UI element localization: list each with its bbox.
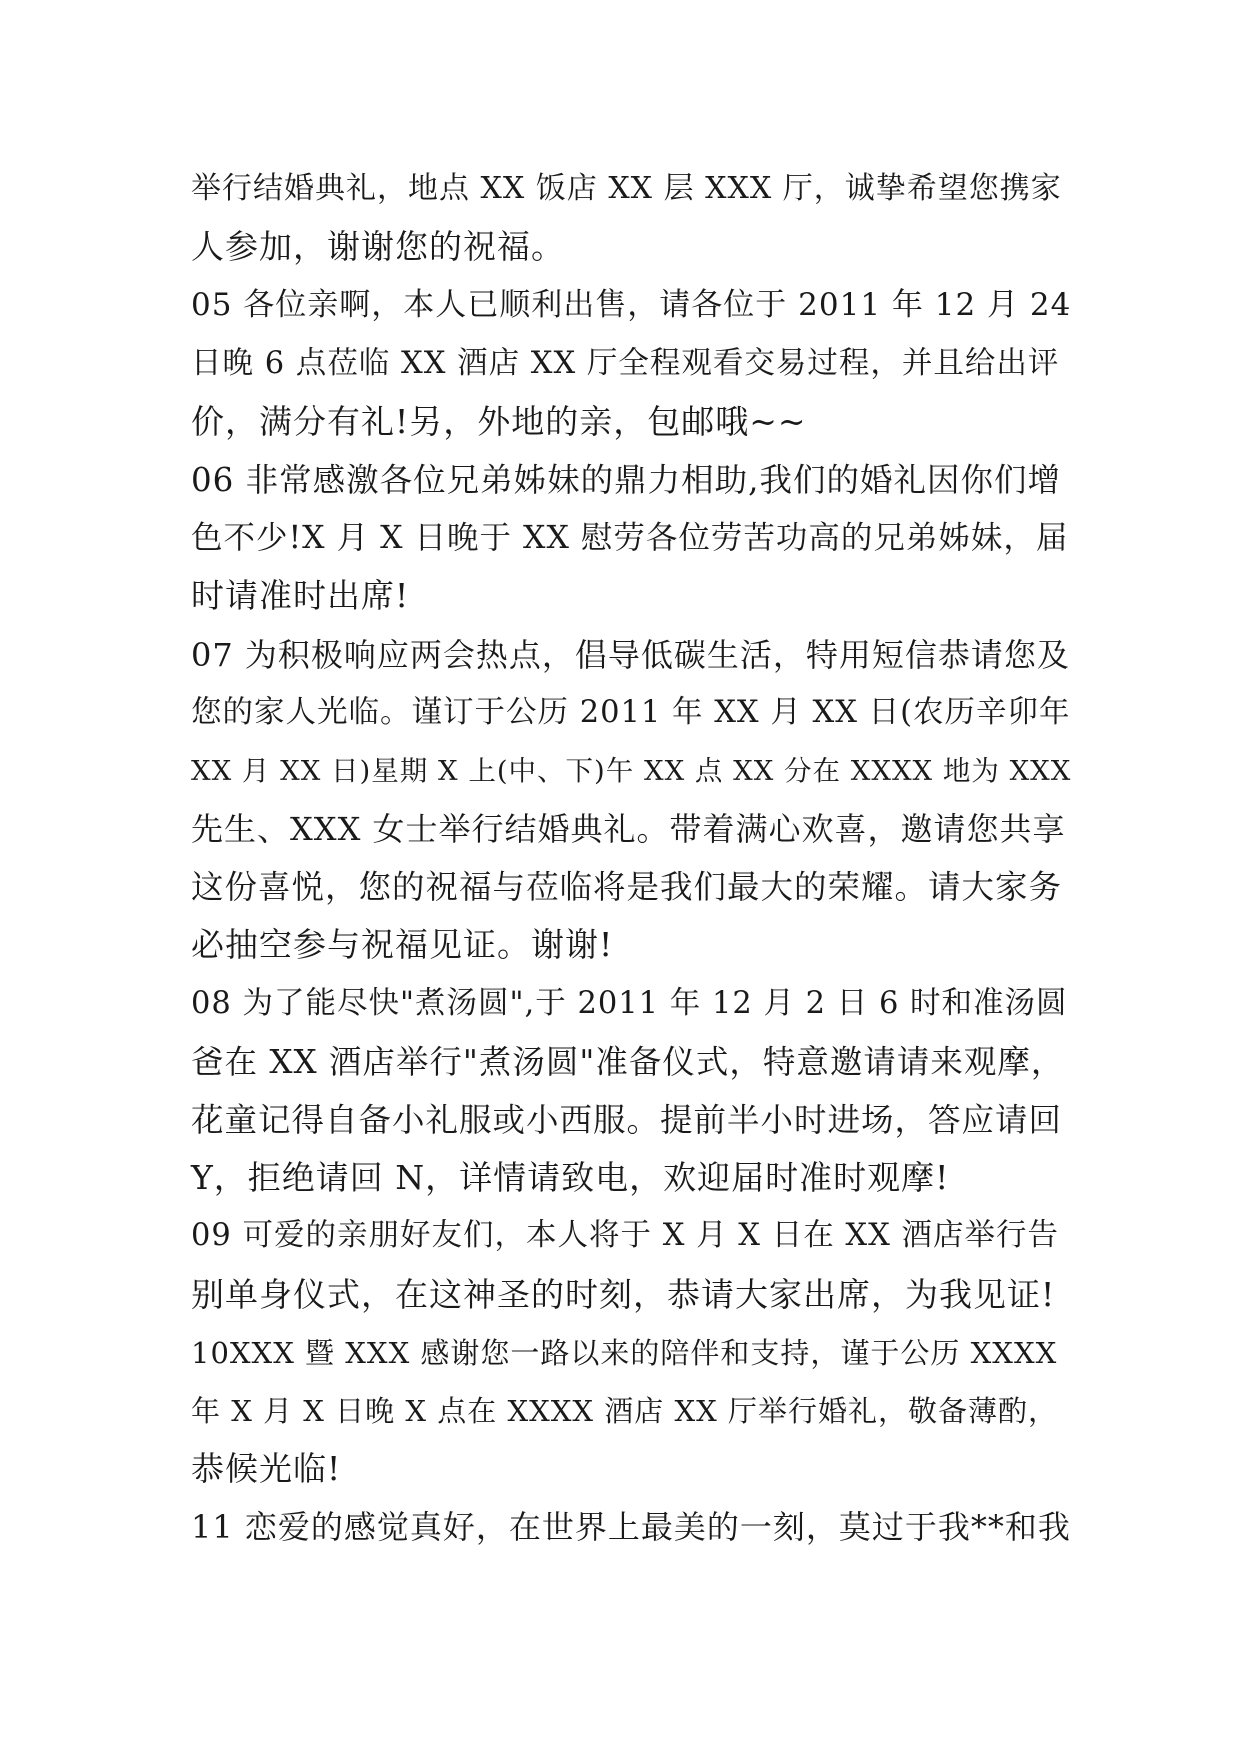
- text-line: Y，拒绝请回 N，详情请致电，欢迎届时准时观摩!: [191, 1158, 950, 1198]
- text-line: 08 为了能尽快"煮汤圆",于 2011 年 12 月 2 日 6 时和准汤圆: [191, 985, 1068, 1021]
- text-line: 日晚 6 点莅临 XX 酒店 XX 厅全程观看交易过程，并且给出评: [191, 345, 1060, 381]
- text-line: 爸在 XX 酒店举行"煮汤圆"准备仪式，特意邀请请来观摩，: [191, 1042, 1065, 1081]
- text-line: 11 恋爱的感觉真好，在世界上最美的一刻，莫过于我**和我: [191, 1508, 1071, 1547]
- text-line: 必抽空参与祝福见证。谢谢!: [191, 925, 614, 965]
- text-line: XX 月 XX 日)星期 X 上(中、下)午 XX 点 XX 分在 XXXX 地为 XXX: [191, 754, 1072, 787]
- document-body: [191, 160, 1071, 1557]
- text-line: 您的家人光临。谨订于公历 2011 年 XX 月 XX 日(农历辛卯年: [191, 694, 1071, 730]
- text-line: 这份喜悦，您的祝福与莅临将是我们最大的荣耀。请大家务: [191, 868, 1063, 907]
- text-line: 先生、XXX 女士举行结婚典礼。带着满心欢喜，邀请您共享: [191, 810, 1066, 849]
- text-line: 07 为积极响应两会热点，倡导低碳生活，特用短信恭请您及: [191, 635, 1070, 674]
- text-line: 09 可爱的亲朋好友们，本人将于 X 月 X 日在 XX 酒店举行告: [191, 1218, 1060, 1254]
- text-line: 别单身仪式，在这神圣的时刻，恭请大家出席，为我见证!: [191, 1274, 1056, 1314]
- text-line: 人参加，谢谢您的祝福。: [191, 227, 565, 267]
- text-line: 价，满分有礼!另，外地的亲，包邮哦~~: [191, 401, 807, 441]
- text-line: 举行结婚典礼，地点 XX 饭店 XX 层 XXX 厅，诚挚希望您携家: [191, 171, 1062, 206]
- text-line: 时请准时出席!: [191, 576, 410, 616]
- text-line: 年 X 月 X 日晚 X 点在 XXXX 酒店 XX 厅举行婚礼，敬备薄酌，: [191, 1393, 1058, 1428]
- text-line: 10XXX 暨 XXX 感谢您一路以来的陪伴和支持，谨于公历 XXXX: [191, 1335, 1058, 1370]
- text-line: 色不少!X 月 X 日晚于 XX 慰劳各位劳苦功高的兄弟姊妹，届: [191, 520, 1069, 557]
- text-line: 05 各位亲啊，本人已顺利出售，请各位于 2011 年 12 月 24: [191, 287, 1072, 324]
- text-line: 06 非常感激各位兄弟姊妹的鼎力相助,我们的婚礼因你们增: [191, 460, 1062, 499]
- text-line: 花童记得自备小礼服或小西服。提前半小时进场，答应请回: [191, 1101, 1063, 1139]
- text-line: 恭候光临!: [191, 1449, 342, 1489]
